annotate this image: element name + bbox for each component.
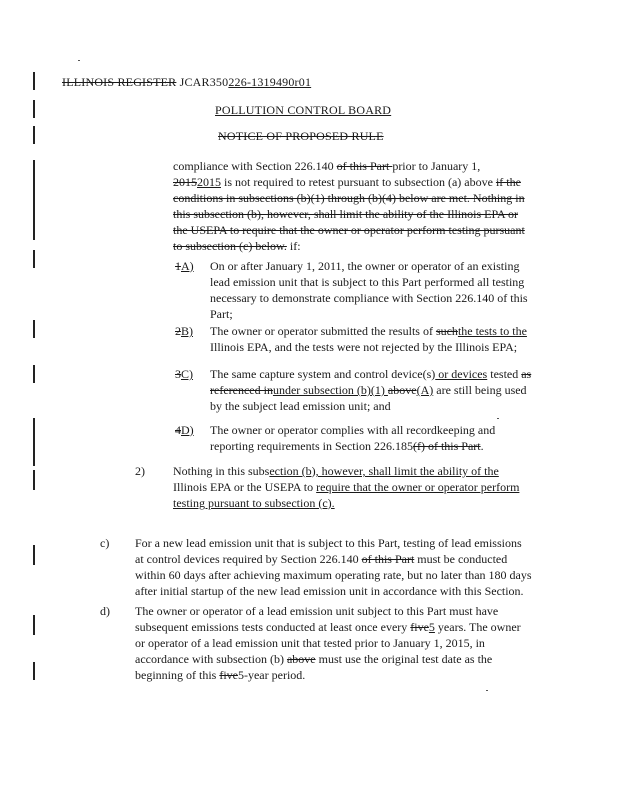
change-bar xyxy=(33,320,35,338)
register-old: ILLINOIS REGISTER xyxy=(62,75,177,89)
board-title: POLLUTION CONTROL BOARD xyxy=(215,103,392,117)
section-c-marker: c) xyxy=(100,536,110,550)
jcar-suffix: -1319490r01 xyxy=(246,75,312,89)
item-a-marker: 1A) xyxy=(175,259,194,273)
jcar-prefix: JCAR350 xyxy=(179,75,229,89)
item-b-text: The owner or operator submitted the results of suchthe tests to the Illinois EPA, and the tests were not rejected by the Illinois EPA; xyxy=(210,324,527,354)
item-c-marker: 3C) xyxy=(175,367,193,381)
jcar-new: 226 xyxy=(228,75,247,89)
change-bar xyxy=(33,662,35,680)
scan-speck xyxy=(78,60,80,61)
item-d-marker: 4D) xyxy=(175,423,194,437)
register-header xyxy=(62,74,311,90)
scan-speck xyxy=(497,418,499,419)
item-2-text: Nothing in this subsection (b), however, shall limit the ability of the Illinois EPA or the USEPA to require that the owner or operator perform testing pursuant to subsection (c). xyxy=(173,464,520,510)
section-d-text: The owner or operator of a lead emission unit subject to this Part must have subsequent emissions tests conducted at least once every five5 years. The owner or operator of a lead emission unit that tested prior to January 1, 2015, in accordance with subsection (b) above must use the original test date as the beginning of this five5-year period. xyxy=(135,604,521,682)
change-bar xyxy=(33,100,35,118)
item-d-text: The owner or operator complies with all recordkeeping and reporting requirements in Section 226.185(f) of this Part. xyxy=(210,423,496,453)
change-bar xyxy=(33,470,35,490)
change-bar xyxy=(33,365,35,383)
item-c-text: The same capture system and control device(s) or devices tested as referenced inunder subsection (b)(1) above(A) are still being used by the subject lead emission unit; and xyxy=(210,367,532,413)
change-bar xyxy=(33,615,35,635)
change-bar xyxy=(33,160,35,240)
change-bar xyxy=(33,545,35,565)
section-c-text: For a new lead emission unit that is subject to this Part, testing of lead emissions at control devices required by Section 226.140 of this Part must be conducted within 60 days after achieving maximum operating rate, but no later than 180 days after initial startup of the new lead emission unit in accordance with this Section. xyxy=(135,536,532,598)
section-d-marker: d) xyxy=(100,604,110,618)
intro-paragraph: compliance with Section 226.140 of this Part prior to January 1, 20152015 is not required to retest pursuant to subsection (a) above if the conditions in subsections (b)(1) through (b)(4) below are met. Nothing in this subsection (b), however, shall limit the ability of the Illinois EPA or the USEPA to require that the owner or operator perform testing pursuant to subsection (c) below. if: xyxy=(173,159,525,253)
notice-title: NOTICE OF PROPOSED RULE xyxy=(218,129,384,143)
change-bar xyxy=(33,72,35,90)
item-b-marker: 2B) xyxy=(175,324,193,338)
change-bar xyxy=(33,418,35,466)
change-bar xyxy=(33,126,35,144)
item-2-marker: 2) xyxy=(135,464,145,478)
scan-speck xyxy=(486,690,488,691)
item-a-text: On or after January 1, 2011, the owner or operator of an existing lead emission unit that is subject to this Part performed all testing necessary to demonstrate compliance with Section 226.140 of this Part; xyxy=(210,259,528,321)
change-bar xyxy=(33,250,35,268)
